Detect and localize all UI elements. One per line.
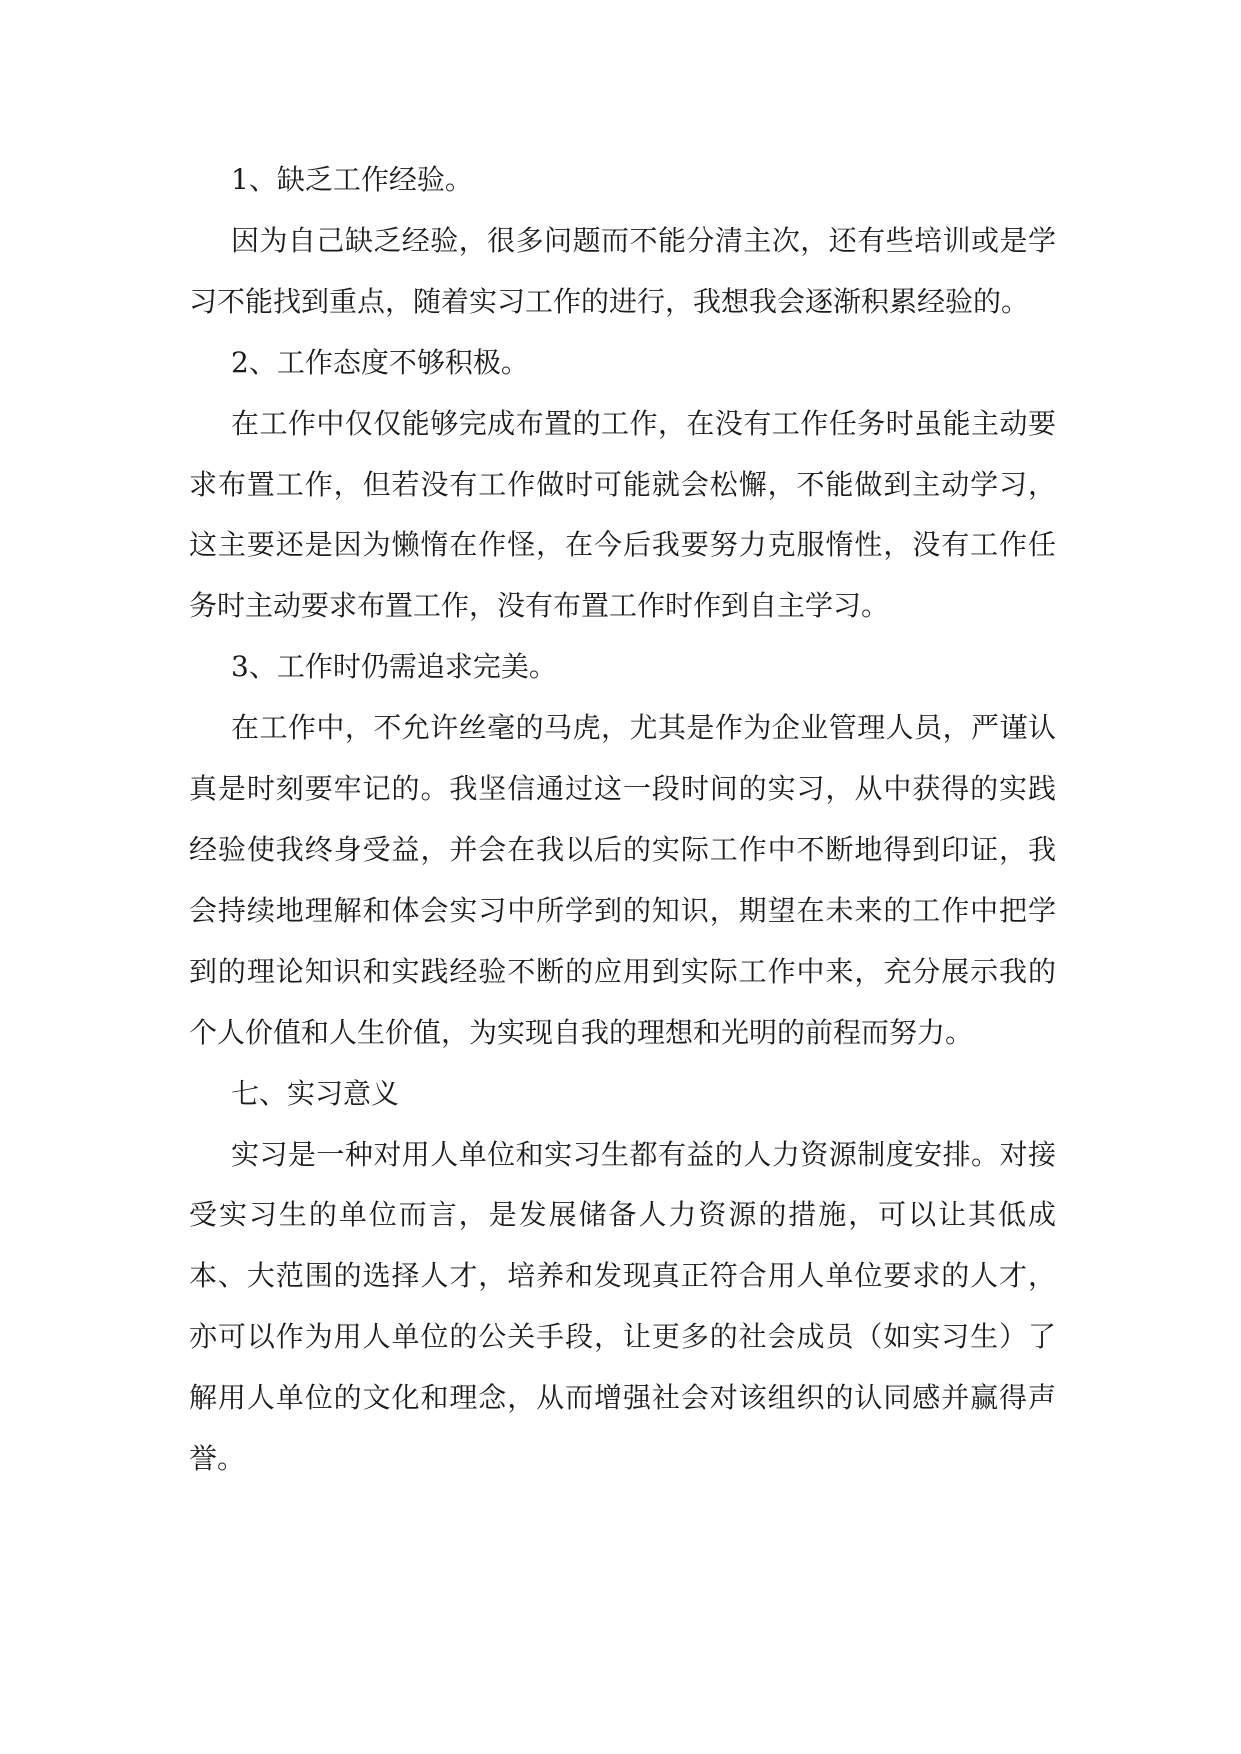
paragraph-attitude: 在工作中仅仅能够完成布置的工作，在没有工作任务时虽能主动要求布置工作，但若没有工作做时可能就会松懈，不能做到主动学习，这主要还是因为懒惰在作怪，在今后我要努力克服惰性，没有工作任务时主动要求布置工作，没有布置工作时作到自主学习。	[189, 406, 1056, 623]
paragraph-perfection: 在工作中，不允许丝毫的马虎，尤其是作为企业管理人员，严谨认真是时刻要牢记的。我坚信通过这一段时间的实习，从中获得的实践经验使我终身受益，并会在我以后的实际工作中不断地得到印证，我会持续地理解和体会实习中所学到的知识，期望在未来的工作中把学到的理论知识和实践经验不断的应用到实际工作中来，充分展示我的个人价值和人生价值，为实现自我的理想和光明的前程而努力。	[189, 711, 1056, 1049]
document-body	[189, 150, 1056, 1490]
point-heading-2: 2、工作态度不够积极。	[231, 345, 529, 379]
paragraph-significance: 实习是一种对用人单位和实习生都有益的人力资源制度安排。对接受实习生的单位而言，是发展储备人力资源的措施，可以让其低成本、大范围的选择人才，培养和发现真正符合用人单位要求的人才，亦可以作为用人单位的公关手段，让更多的社会成员（如实习生）了解用人单位的文化和理念，从而增强社会对该组织的认同感并赢得声誉。	[189, 1137, 1056, 1476]
section-heading-significance: 七、实习意义	[231, 1076, 400, 1110]
paragraph-experience: 因为自己缺乏经验，很多问题而不能分清主次，还有些培训或是学习不能找到重点，随着实习工作的进行，我想我会逐渐积累经验的。	[189, 223, 1056, 318]
point-heading-3: 3、工作时仍需追求完美。	[231, 650, 557, 684]
point-heading-1: 1、缺乏工作经验。	[231, 163, 473, 196]
